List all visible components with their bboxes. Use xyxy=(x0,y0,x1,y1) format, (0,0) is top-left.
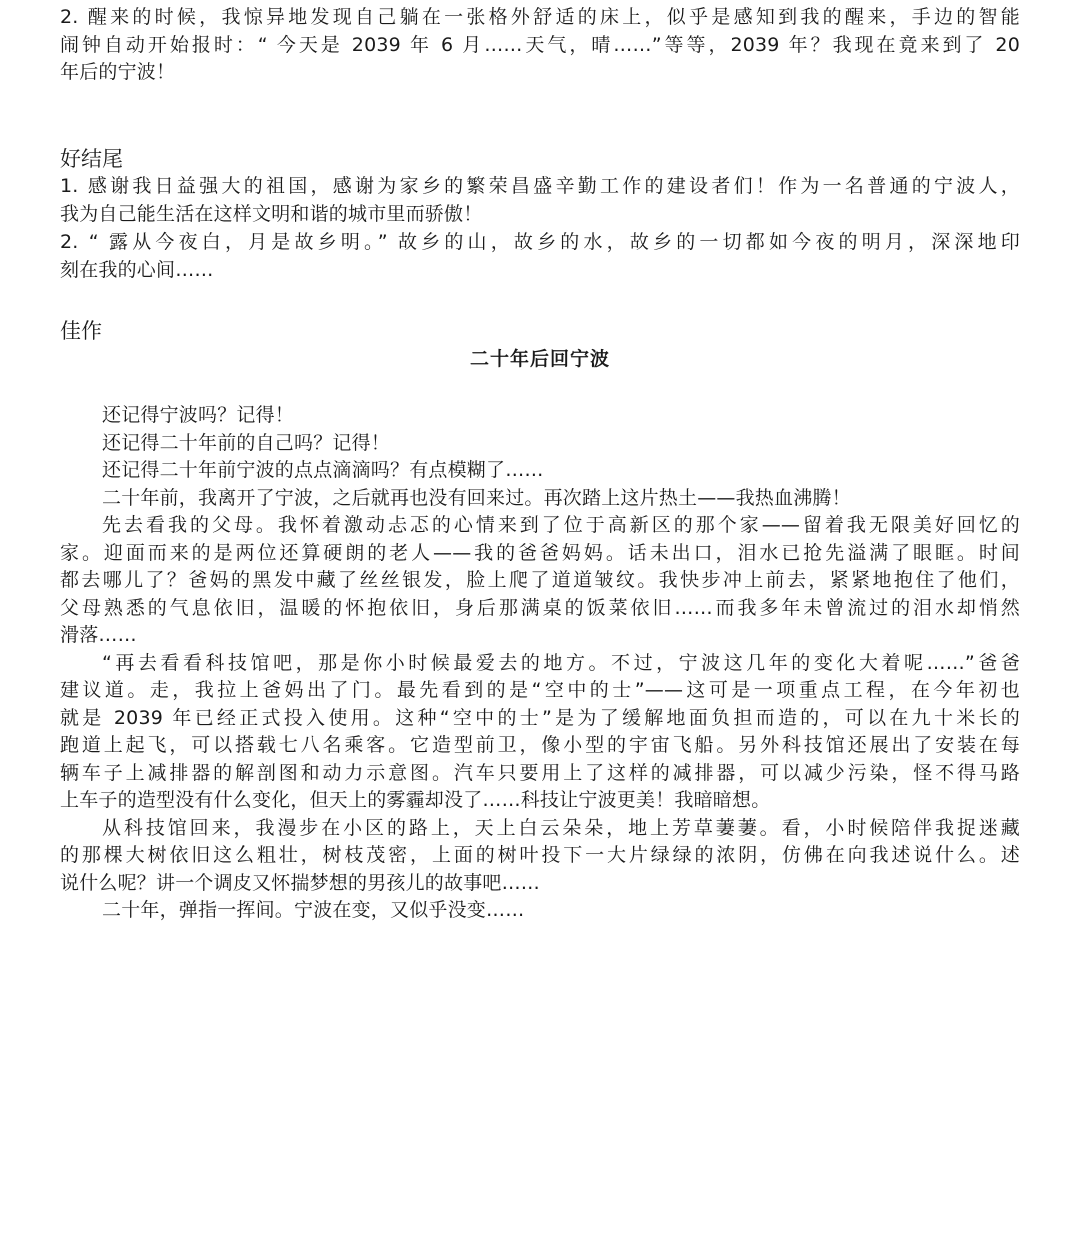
text-line: 都去哪儿了？爸妈的黑发中藏了丝丝银发，脸上爬了道道皱纹。我快步冲上前去，紧紧地抱住了他们， xyxy=(60,569,1020,591)
text-line: 年后的宁波！ xyxy=(60,61,176,83)
good-ending-item-1 xyxy=(60,173,1020,228)
text-line: 建议道。走，我拉上爸妈出了门。最先看到的是“空中的士”——这可是一项重点工程，在今年初也 xyxy=(60,679,1020,701)
text-line: 就是 2039 年已经正式投入使用。这种“空中的士”是为了缓解地面负担而造的，可以在九十米长的 xyxy=(60,706,1020,729)
text-line: 刻在我的心间…… xyxy=(60,258,214,281)
opening-item-2 xyxy=(60,4,1020,87)
essay-paragraph: 还记得二十年前宁波的点点滴滴吗？有点模糊了…… xyxy=(102,459,544,481)
text-line: 2. “ 露从今夜白，月是故乡明。” 故乡的山，故乡的水，故乡的一切都如今夜的明月，深深地印 xyxy=(60,231,1020,253)
essay-paragraph: 二十年前，我离开了宁波，之后就再也没有回来过。再次踏上这片热土——我热血沸腾！ xyxy=(102,486,851,509)
essay-section-heading: 佳作 xyxy=(60,319,102,343)
essay-paragraph xyxy=(60,512,1020,650)
text-line: 上车子的造型没有什么变化，但天上的雾霾却没了……科技让宁波更美！我暗暗想。 xyxy=(60,789,771,811)
essay-paragraph xyxy=(60,815,1020,898)
text-line: “再去看看科技馆吧，那是你小时候最爱去的地方。不过，宁波这几年的变化大着呢……”爸爸 xyxy=(102,651,1020,674)
text-line: 说什么呢？讲一个调皮又怀揣梦想的男孩儿的故事吧…… xyxy=(60,871,541,894)
essay-paragraph: 还记得宁波吗？记得！ xyxy=(102,404,295,426)
text-line: 的那棵大树依旧这么粗壮，树枝茂密，上面的树叶投下一大片绿绿的浓阴，仿佛在向我述说什么。述 xyxy=(60,844,1020,866)
good-ending-heading: 好结尾 xyxy=(60,147,123,171)
essay-title: 二十年后回宁波 xyxy=(469,348,610,370)
essay-paragraph xyxy=(60,650,1020,815)
text-line: 滑落…… xyxy=(60,624,137,646)
text-line: 辆车子上减排器的解剖图和动力示意图。汽车只要用上了这样的减排器，可以减少污染，怪不得马路 xyxy=(60,761,1020,784)
text-line: 1. 感谢我日益强大的祖国，感谢为家乡的繁荣昌盛辛勤工作的建设者们！作为一名普通的宁波人， xyxy=(60,175,1020,197)
text-line: 2. 醒来的时候，我惊异地发现自己躺在一张格外舒适的床上，似乎是感知到我的醒来，手边的智能 xyxy=(60,6,1020,28)
text-line: 家。迎面而来的是两位还算硬朗的老人——我的爸爸妈妈。话未出口，泪水已抢先溢满了眼眶。时间 xyxy=(60,541,1020,564)
essay-body xyxy=(60,402,1020,925)
good-ending-item-2 xyxy=(60,229,1020,284)
essay-paragraph: 还记得二十年前的自己吗？记得！ xyxy=(102,431,391,454)
text-line: 父母熟悉的气息依旧，温暖的怀抱依旧，身后那满桌的饭菜依旧……而我多年未曾流过的泪水却悄然 xyxy=(60,596,1020,619)
text-line: 从科技馆回来，我漫步在小区的路上，天上白云朵朵，地上芳草萋萋。看，小时候陪伴我捉迷藏 xyxy=(102,816,1020,839)
text-line: 闹钟自动开始报时：“ 今天是 2039 年 6 月……天气，晴……”等等，2039 年？我现在竟来到了 20 xyxy=(60,33,1020,56)
essay-paragraph: 二十年，弹指一挥间。宁波在变，又似乎没变…… xyxy=(102,899,525,921)
text-line: 先去看我的父母。我怀着激动忐忑的心情来到了位于高新区的那个家——留着我无限美好回忆的 xyxy=(102,514,1020,536)
text-line: 跑道上起飞，可以搭载七八名乘客。它造型前卫，像小型的宇宙飞船。另外科技馆还展出了安装在每 xyxy=(60,734,1020,756)
text-line: 我为自己能生活在这样文明和谐的城市里而骄傲！ xyxy=(60,202,483,225)
